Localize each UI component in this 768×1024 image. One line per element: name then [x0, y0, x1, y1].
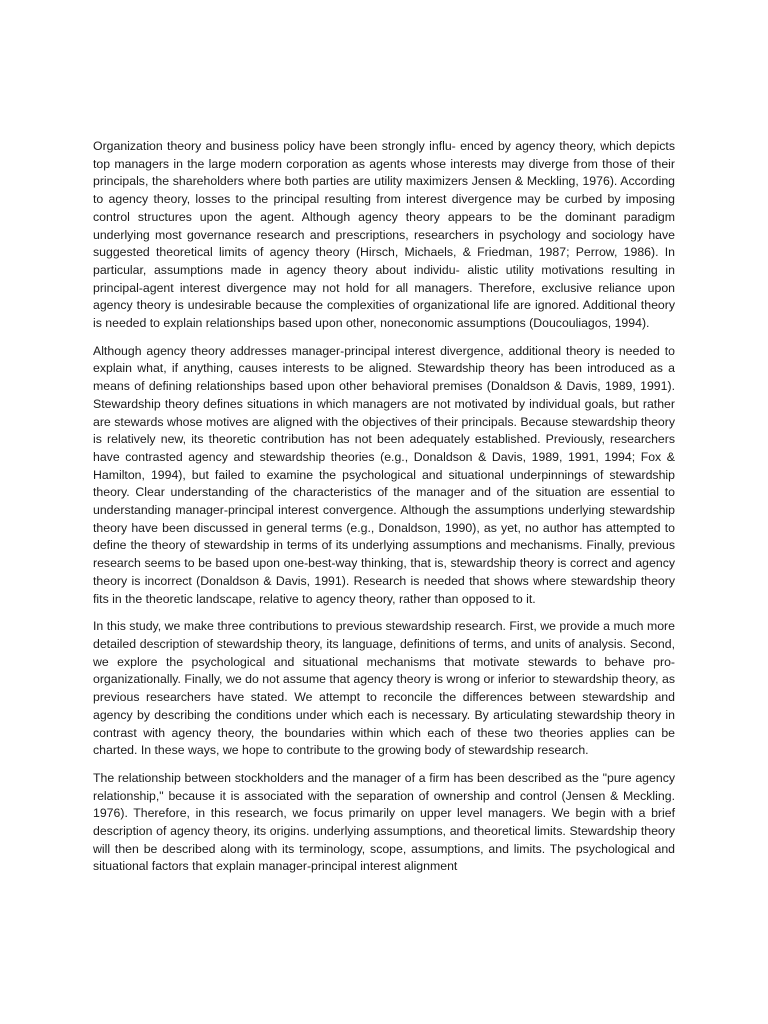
document-body: [93, 138, 675, 886]
paragraph-study-contributions: In this study, we make three contributions to previous stewardship research. First, we provide a much more detailed description of stewardship theory, its language, definitions of terms, and units of analysis. Second, we explore the psychological and situational mechanisms that motivate stewards to behave pro-organizationally. Finally, we do not assume that agency theory is wrong or inferior to stewardship theory, as previous researchers have stated. We attempt to reconcile the differences between stewardship and agency by describing the conditions under which each is necessary. By articulating stewardship theory in contrast with agency theory, the boundaries within which each of these two theories applies can be charted. In these ways, we hope to contribute to the growing body of stewardship research.: [93, 619, 675, 758]
paragraph-agency-theory-intro: Organization theory and business policy have been strongly influ- enced by agency theory, which depicts top managers in the large modern corporation as agents whose interests may diverge from those of their principals, the shareholders where both parties are utility maximizers Jensen & Meckling, 1976). According to agency theory, losses to the principal resulting from interest divergence may be curbed by imposing control structures upon the agent. Although agency theory appears to be the dominant paradigm underlying most governance research and prescriptions, researchers in psychology and sociology have suggested theoretical limits of agency theory (Hirsch, Michaels, & Friedman, 1987; Perrow, 1986). In particular, assumptions made in agency theory about individu- alistic utility motivations resulting in principal-agent interest divergence may not hold for all managers. Therefore, exclusive reliance upon agency theory is undesirable because the complexities of organizational life are ignored. Additional theory is needed to explain relationships based upon other, noneconomic assumptions (Doucouliagos, 1994).: [93, 139, 675, 331]
paragraph-stewardship-theory-intro: Although agency theory addresses manager-principal interest divergence, additional theory is needed to explain what, if anything, causes interests to be aligned. Stewardship theory has been introduced as a means of defining relationships based upon other behavioral premises (Donaldson & Davis, 1989, 1991). Stewardship theory defines situations in which managers are not motivated by individual goals, but rather are stewards whose motives are aligned with the objectives of their principals. Because stewardship theory is relatively new, its theoretic contribution has not been adequately established. Previously, researchers have contrasted agency and stewardship theories (e.g., Donaldson & Davis, 1989, 1991, 1994; Fox & Hamilton, 1994), but failed to examine the psychological and situational underpinnings of stewardship theory. Clear understanding of the characteristics of the manager and of the situation are essential to understanding manager-principal interest convergence. Although the assumptions underlying stewardship theory have been discussed in general terms (e.g., Donaldson, 1990), as yet, no author has attempted to define the theory of stewardship in terms of its underlying assumptions and mechanisms. Finally, previous research seems to be based upon one-best-way thinking, that is, stewardship theory is correct and agency theory is incorrect (Donaldson & Davis, 1991). Research is needed that shows where stewardship theory fits in the theoretic landscape, relative to agency theory, rather than opposed to it.: [93, 343, 675, 606]
paragraph-research-focus: The relationship between stockholders and the manager of a firm has been described as the "pure agency relationship," because it is associated with the separation of ownership and control (Jensen & Meckling. 1976). Therefore, in this research, we focus primarily on upper level managers. We begin with a brief description of agency theory, its origins. underlying assumptions, and theoretical limits. Stewardship theory will then be described along with its terminology, scope, assumptions, and limits. The psychological and situational factors that explain manager-principal interest alignment: [93, 770, 675, 874]
